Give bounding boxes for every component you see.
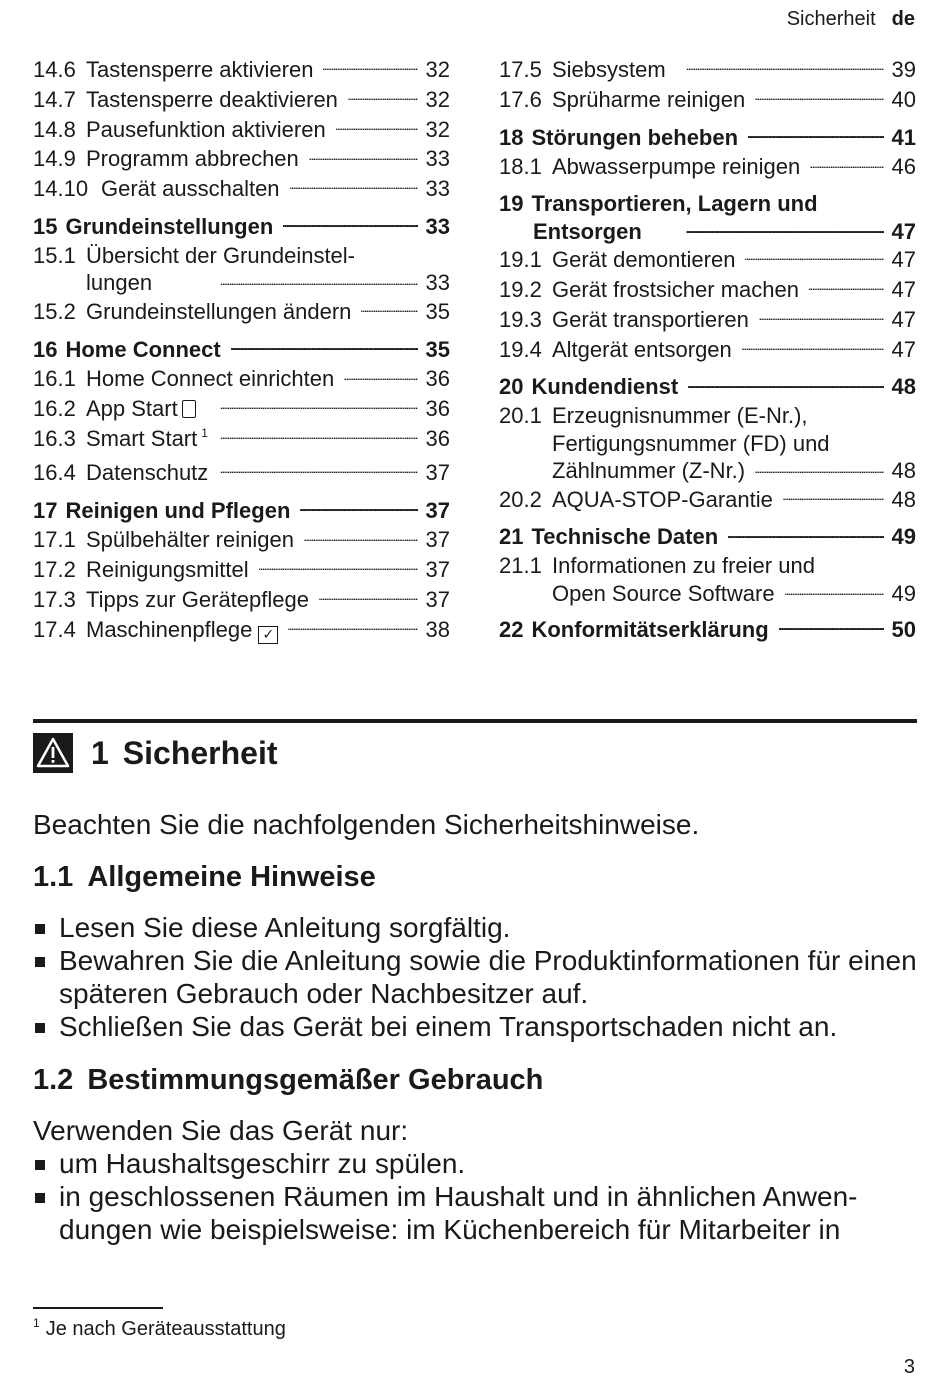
toc-entry[interactable]: 14.10 Gerät ausschalten . . . 33 [33,174,450,204]
section-heading-1-2: 1.2 Bestimmungsgemäßer Gebrauch [33,1064,544,1096]
footnote-text: Je nach Geräteausstattung [45,1318,286,1340]
toc-chapter-entry[interactable]: 16 Home Connect . . . 35 [33,335,450,365]
footnote-divider [33,1307,163,1309]
chapter-heading [33,733,278,773]
chapter-number: 1 [91,734,109,771]
toc-chapter-entry[interactable]: 15 Grundeinstellungen . . . 33 [33,212,450,242]
machine-care-icon: ✓ [258,626,278,644]
toc-entry[interactable]: 16.1 Home Connect einrichten . . . 36 [33,364,450,394]
toc-entry[interactable]: 14.7 Tastensperre deaktivieren . . . 32 [33,85,450,115]
toc-chapter-entry[interactable]: 18 Störungen beheben . . . 41 [499,123,916,153]
chapter-title: Sicherheit [122,734,278,771]
footnote-mark: 1 [33,1316,40,1330]
toc-chapter-entry[interactable]: 20 Kundendienst . . . 48 [499,372,916,402]
toc-entry[interactable]: 17.3 Tipps zur Gerätepflege . . . 37 [33,585,450,615]
toc-entry[interactable]: 16.4 Datenschutz . . . 37 [33,458,450,488]
toc-entry[interactable]: 15.2 Grundeinstellungen ändern . . . 35 [33,297,450,327]
toc-entry[interactable]: 19.1 Gerät demontieren . . . 47 [499,245,916,275]
chapter-intro: Beachten Sie die nachfolgenden Sicherheitshinweise. [33,809,700,840]
section-1-1-body [33,911,917,1043]
toc-entry[interactable]: 21.1 Informationen zu freier und Open Source Software . . . 49 [499,552,916,607]
section-1-2-intro: Verwenden Sie das Gerät nur: [33,1115,409,1146]
toc-entry[interactable]: 19.4 Altgerät entsorgen . . . 47 [499,335,916,365]
warning-triangle-icon [33,733,73,773]
toc-right-column [499,55,916,645]
toc-chapter-entry[interactable]: 19 Transportieren, Lagern und Entsorgen . . . 47 [499,190,916,245]
list-item: um Haushaltsgeschirr zu spülen. [33,1147,917,1180]
app-start-icon [182,400,196,418]
toc-entry[interactable]: 18.1 Abwasserpumpe reinigen . . . 46 [499,152,916,182]
toc-chapter-entry[interactable]: 22 Konformitätserklärung . . . 50 [499,615,916,645]
toc-entry[interactable]: 20.1 Erzeugnisnummer (E-Nr.), Fertigungsnummer (FD) und Zählnummer (Z-Nr.) . . . 48 [499,402,916,485]
section-divider [33,719,917,723]
list-item: in geschlossenen Räumen im Haushalt und in ähnlichen Anwen-dungen wie beispielsweise: im Küchenbereich für Mitarbeiter in [33,1180,917,1246]
page-number: 3 [903,1356,915,1378]
page-header [787,8,915,31]
toc-left-column [33,55,450,645]
toc-entry[interactable]: 14.6 Tastensperre aktivieren . . . 32 [33,55,450,85]
list-item: Schließen Sie das Gerät bei einem Transportschaden nicht an. [33,1010,917,1043]
toc-entry[interactable]: 17.5 Siebsystem . . . 39 [499,55,916,85]
header-language: de [891,8,915,30]
list-item: Lesen Sie diese Anleitung sorgfältig. [33,911,917,944]
header-section: Sicherheit [786,8,876,30]
toc-entry[interactable]: 16.2 App Start . . . 36 [33,394,450,424]
toc-entry[interactable]: 14.8 Pausefunktion aktivieren . . . 32 [33,115,450,145]
footnote [33,1318,286,1341]
section-1-2-body [33,1114,917,1246]
toc-entry[interactable]: 17.1 Spülbehälter reinigen . . . 37 [33,525,450,555]
toc-entry[interactable]: 17.6 Sprüharme reinigen . . . 40 [499,85,916,115]
toc-entry[interactable]: 19.2 Gerät frostsicher machen . . . 47 [499,275,916,305]
toc-chapter-entry[interactable]: 21 Technische Daten . . . 49 [499,522,916,552]
toc-entry[interactable]: 17.4 Maschinenpflege ✓ . . . 38 [33,615,450,645]
toc-entry[interactable]: 20.2 AQUA-STOP-Garantie . . . 48 [499,485,916,515]
list-item: Bewahren Sie die Anleitung sowie die Produktinformationen für einen späteren Gebrauch oder Nachbesitzer auf. [33,944,917,1010]
toc-chapter-entry[interactable]: 17 Reinigen und Pflegen . . . 37 [33,496,450,526]
toc-entry[interactable]: 15.1 Übersicht der Grundeinstel- lungen . . . 33 [33,242,450,297]
toc-entry[interactable]: 16.3 Smart Start 1 . . . 36 [33,424,450,458]
toc-entry[interactable]: 14.9 Programm abbrechen . . . 33 [33,144,450,174]
toc-entry[interactable]: 19.3 Gerät transportieren . . . 47 [499,305,916,335]
toc-entry[interactable]: 17.2 Reinigungsmittel . . . 37 [33,555,450,585]
section-heading-1-1: 1.1 Allgemeine Hinweise [33,861,376,893]
